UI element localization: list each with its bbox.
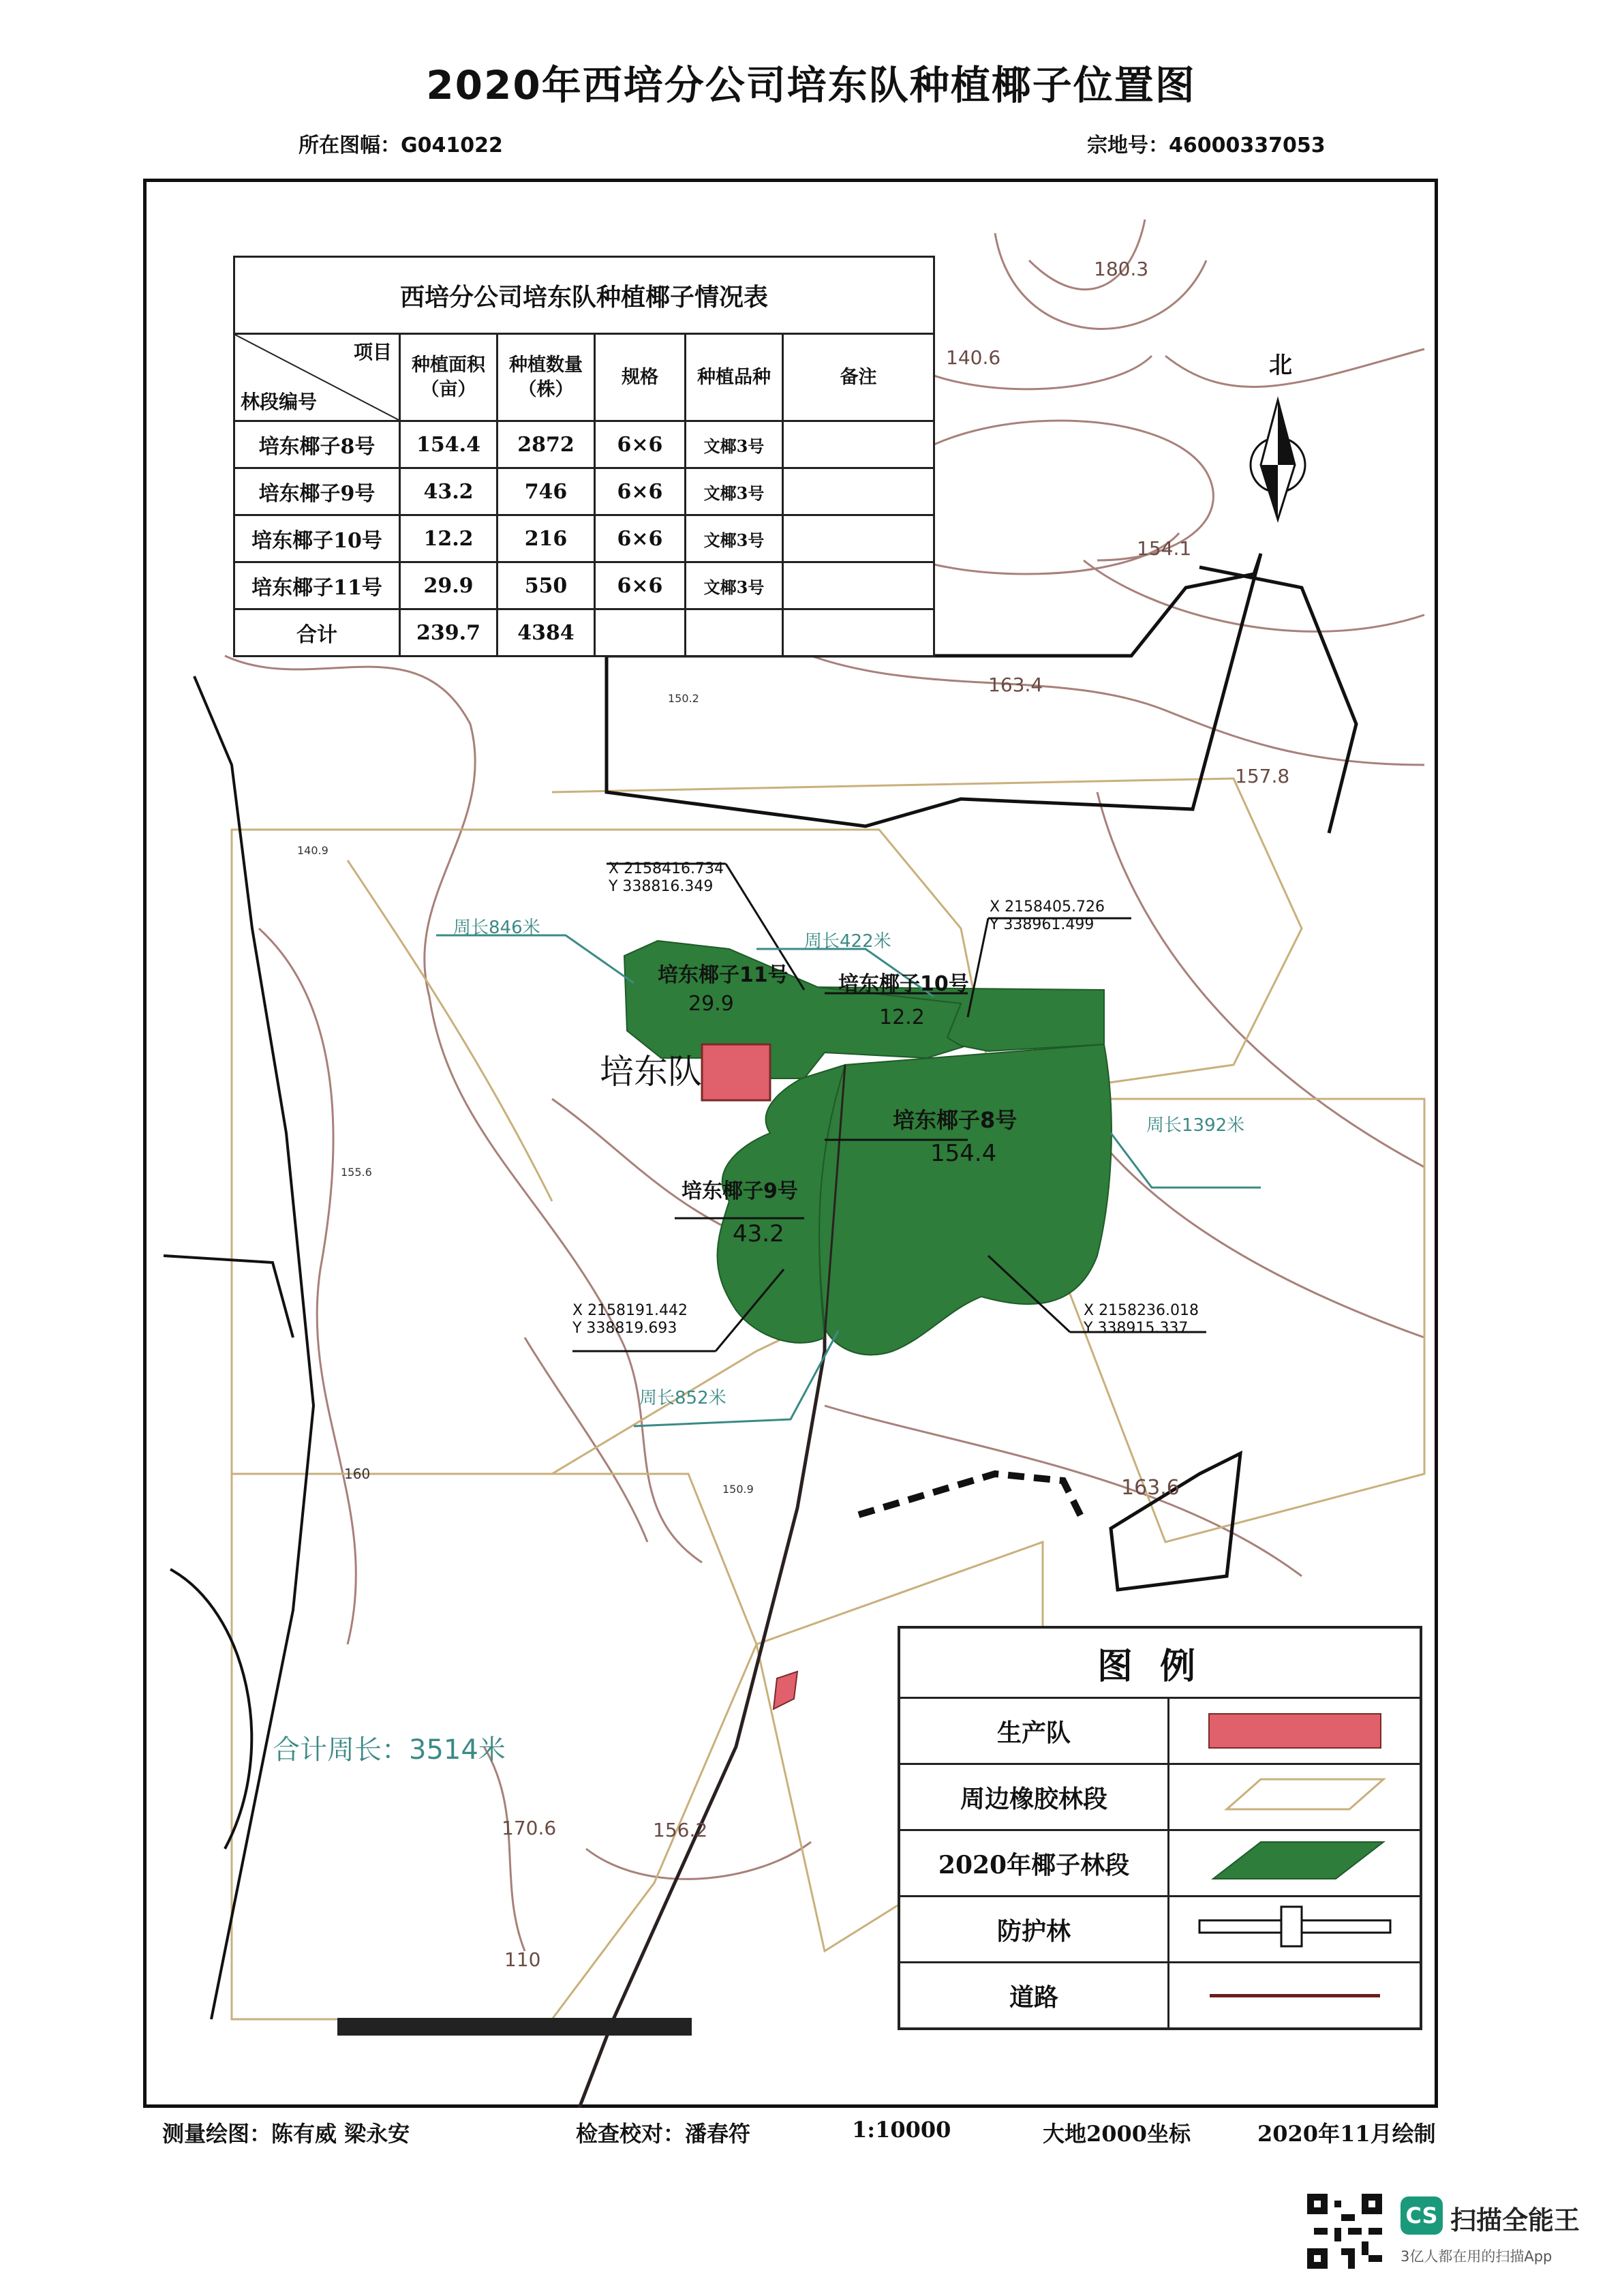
header-variety: 种植品种: [686, 334, 783, 421]
row-note: [783, 562, 934, 609]
row-name: 培东椰子9号: [234, 468, 400, 515]
row-variety: 文椰3号: [686, 421, 783, 468]
scanner-tagline: 3亿人都在用的扫描App: [1401, 2248, 1552, 2265]
scale-label: 1:10000: [852, 2117, 951, 2143]
elevation-label: 170.6: [502, 1817, 557, 1839]
perimeter-label: 周长846米: [453, 918, 540, 938]
table-row: [234, 421, 934, 468]
coord-label: X 2158405.726 Y 338961.499: [990, 898, 1105, 933]
block-label-8: 培东椰子8号: [893, 1107, 1017, 1133]
coord-label: X 2158236.018 Y 338915.337: [1084, 1302, 1199, 1337]
elevation-label: 150.9: [722, 1483, 754, 1496]
header-area: 种植面积（亩）: [400, 334, 498, 421]
parcel-label: 宗地号：46000337053: [1087, 134, 1326, 157]
row-spec: 6×6: [595, 468, 686, 515]
coord-label: X 2158416.734 Y 338816.349: [609, 860, 724, 895]
legend-swatch-shelterbelt: [1169, 1897, 1422, 1963]
row-name: 培东椰子8号: [234, 421, 400, 468]
surveyor-label: 测量绘图：陈有威 梁永安: [162, 2121, 410, 2147]
elevation-label: 160: [344, 1466, 371, 1482]
row-name: 培东椰子10号: [234, 515, 400, 562]
row-note: [783, 468, 934, 515]
block-label-9: 培东椰子9号: [682, 1179, 798, 1203]
elevation-label: 140.6: [946, 346, 1001, 369]
header-item-label: 项目: [353, 341, 392, 363]
table-total-row: [234, 609, 934, 656]
block-label-11: 培东椰子11号: [658, 963, 789, 987]
row-area: 12.2: [400, 515, 498, 562]
perimeter-label: 周长852米: [639, 1388, 726, 1408]
table-row: [234, 562, 934, 609]
row-area: 154.4: [400, 421, 498, 468]
total-label: 合计: [234, 609, 400, 656]
block-area-8: 154.4: [930, 1140, 997, 1167]
total-count: 4384: [498, 609, 595, 656]
shelterbelt-path: [859, 1474, 1084, 1522]
perimeter-label: 周长422米: [804, 931, 891, 952]
scale-bar: [337, 2018, 692, 2036]
map-title: 2020年西培分公司培东队种植椰子位置图: [426, 62, 1196, 108]
legend-title: 图例: [899, 1627, 1421, 1698]
elevation-label: 157.8: [1235, 765, 1290, 787]
camscanner-logo-icon: CS: [1401, 2196, 1443, 2235]
row-count: 2872: [498, 421, 595, 468]
elevation-label: 163.4: [988, 674, 1043, 696]
table-header-corner: [234, 334, 400, 421]
elevation-label: 155.6: [341, 1166, 372, 1179]
row-area: 29.9: [400, 562, 498, 609]
row-spec: 6×6: [595, 421, 686, 468]
legend-label: 防护林: [899, 1897, 1169, 1963]
map-legend: [898, 1626, 1422, 2030]
legend-label: 周边橡胶林段: [899, 1764, 1169, 1830]
row-count: 550: [498, 562, 595, 609]
planting-summary-table: [233, 256, 935, 657]
qr-code-icon: [1307, 2194, 1382, 2269]
header-note: 备注: [783, 334, 934, 421]
row-area: 43.2: [400, 468, 498, 515]
block-area-10: 12.2: [879, 1006, 925, 1029]
crs-label: 大地2000坐标: [1043, 2121, 1191, 2147]
row-spec: 6×6: [595, 515, 686, 562]
legend-swatch-coconut: [1169, 1830, 1422, 1897]
header-count: 种植数量（株）: [498, 334, 595, 421]
elevation-label: 154.1: [1137, 537, 1192, 560]
legend-swatch-team: [1169, 1698, 1422, 1764]
table-title: 西培分公司培东队种植椰子情况表: [234, 257, 934, 334]
north-arrow: [1251, 400, 1305, 519]
date-label: 2020年11月绘制: [1257, 2121, 1436, 2147]
elevation-label: 140.9: [297, 844, 328, 857]
table-row: [234, 468, 934, 515]
team-building: [702, 1044, 770, 1100]
checker-label: 检查校对：潘春符: [576, 2121, 751, 2147]
legend-label: 2020年椰子林段: [899, 1830, 1169, 1897]
row-variety: 文椰3号: [686, 468, 783, 515]
row-count: 216: [498, 515, 595, 562]
header-spec: 规格: [595, 334, 686, 421]
legend-label: 道路: [899, 1963, 1169, 2029]
elevation-label: 180.3: [1094, 258, 1149, 280]
north-label: 北: [1269, 352, 1292, 379]
block-label-10: 培东椰子10号: [838, 972, 969, 996]
total-area: 239.7: [400, 609, 498, 656]
legend-label: 生产队: [899, 1698, 1169, 1764]
row-note: [783, 421, 934, 468]
row-count: 746: [498, 468, 595, 515]
sheet-label: 所在图幅：G041022: [299, 134, 503, 157]
scanner-app-name: 扫描全能王: [1450, 2205, 1580, 2235]
table-row: [234, 515, 934, 562]
elevation-label: 110: [504, 1948, 541, 1971]
perimeter-label: 周长1392米: [1146, 1115, 1245, 1136]
legend-swatch-road: [1169, 1963, 1422, 2029]
block-area-11: 29.9: [688, 992, 734, 1016]
header-row-label: 林段编号: [241, 391, 318, 413]
row-variety: 文椰3号: [686, 562, 783, 609]
block-area-9: 43.2: [733, 1220, 784, 1248]
elevation-label: 156.2: [653, 1819, 708, 1841]
elevation-label: 163.6: [1121, 1476, 1180, 1500]
row-name: 培东椰子11号: [234, 562, 400, 609]
row-variety: 文椰3号: [686, 515, 783, 562]
elevation-label: 150.2: [668, 692, 699, 705]
legend-swatch-rubber: [1169, 1764, 1422, 1830]
row-spec: 6×6: [595, 562, 686, 609]
total-perimeter-label: 合计周长：3514米: [273, 1734, 506, 1766]
coord-label: X 2158191.442 Y 338819.693: [572, 1302, 688, 1337]
row-note: [783, 515, 934, 562]
team-label: 培东队: [600, 1052, 702, 1091]
